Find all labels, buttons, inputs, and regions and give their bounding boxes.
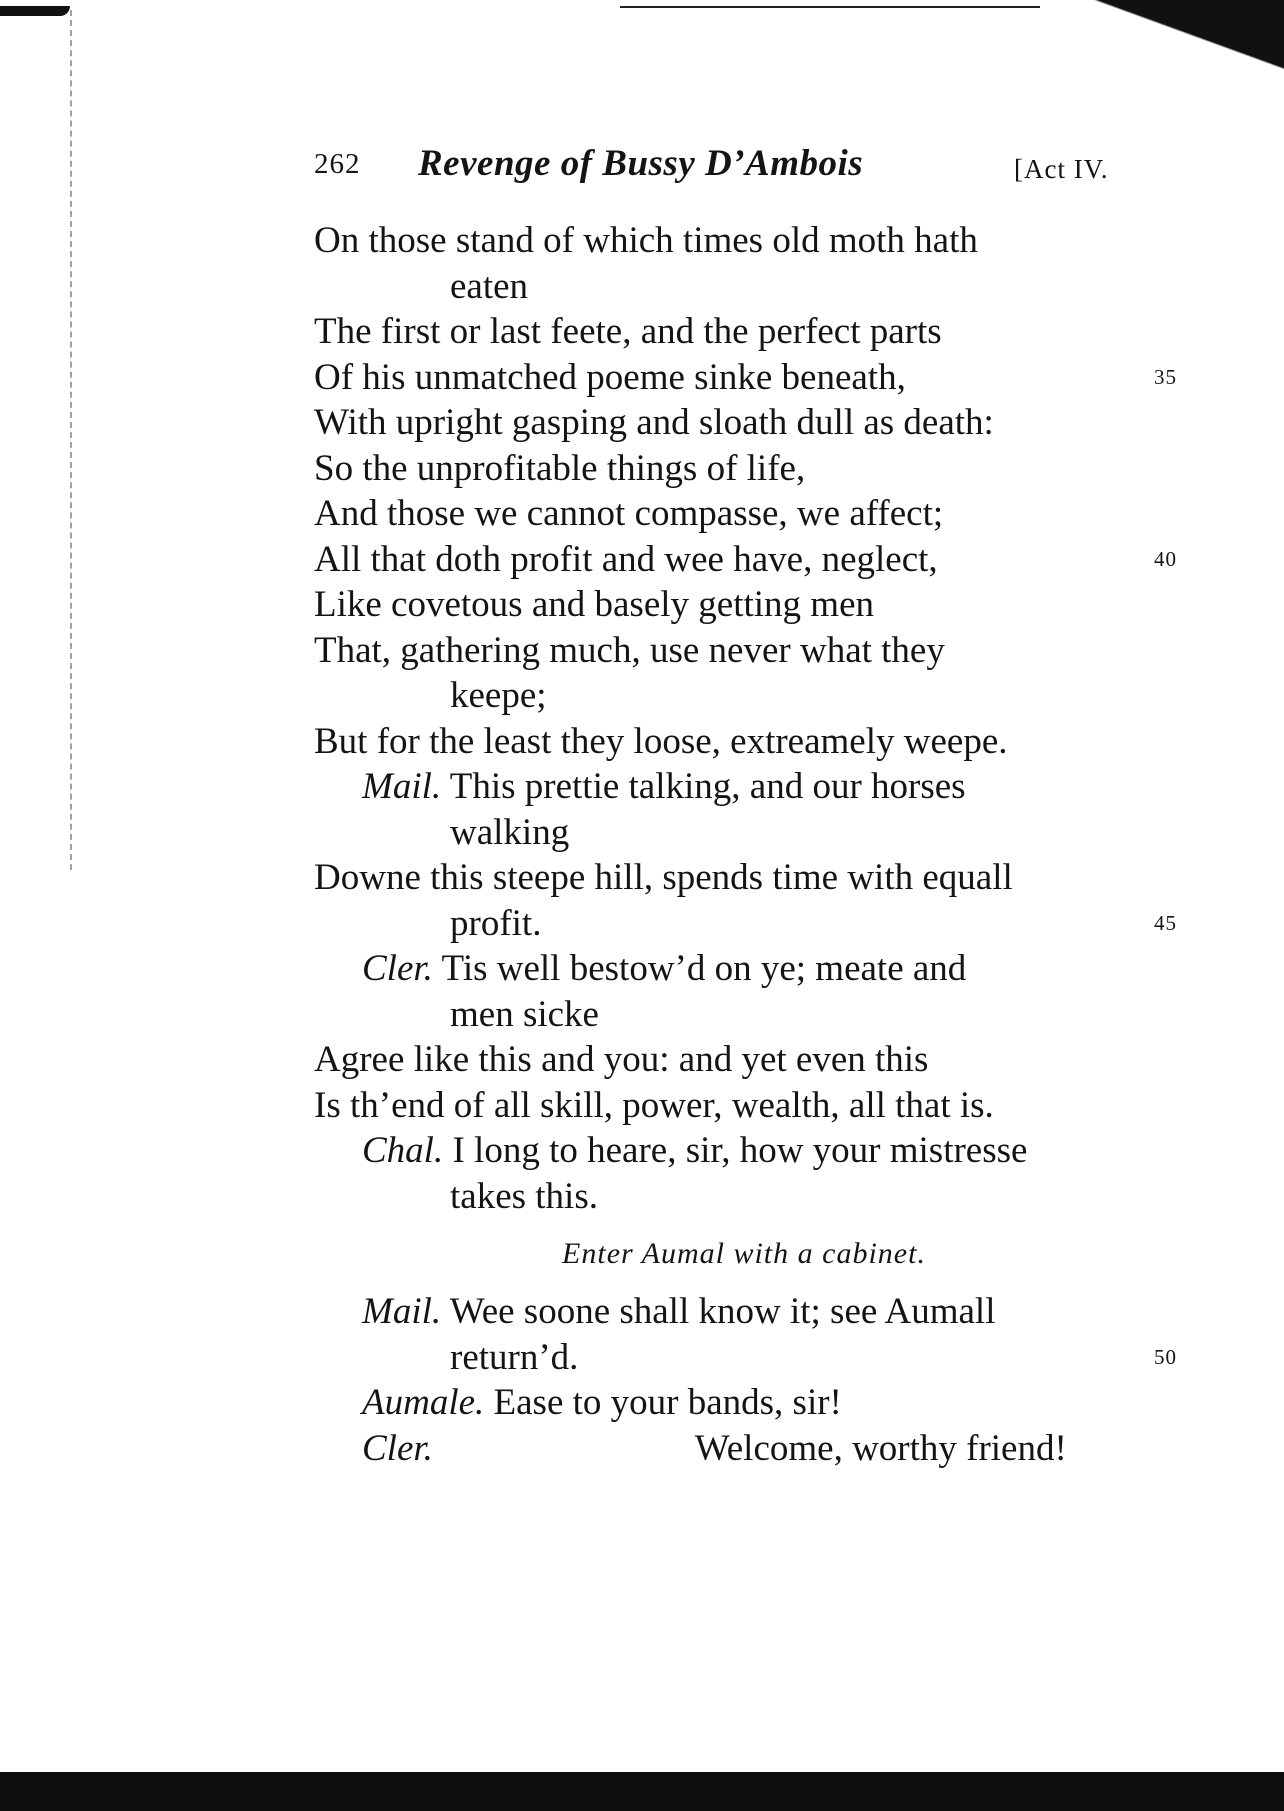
verse-line [314,1083,1144,1129]
speech-line [314,764,1144,810]
verse-text: Tis well bestow’d on ye; meate and [441,948,967,989]
verse-line [314,719,1144,765]
speech-line [314,1380,1144,1426]
verse-text: men sicke [450,993,599,1035]
page-header [314,142,1144,198]
verse-block [314,218,1177,1471]
verse-line [314,355,1177,401]
stage-direction: Enter Aumal with a cabinet. [562,1237,926,1270]
verse-line [314,400,1144,446]
verse-text: keepe; [450,675,547,716]
speaker-name: Aumale. [362,1382,485,1423]
scan-gutter-marks [70,10,75,870]
verse-text: I long to heare, sir, how your mistresse [452,1130,1028,1171]
speech-line [314,946,1144,992]
speaker-name: Chal. [362,1130,444,1171]
verse-text: Ease to your bands, sir! [493,1382,842,1423]
speech-line [314,1289,1144,1335]
verse-text: walking [450,811,570,853]
verse-line-continuation [314,1174,1144,1220]
verse-text: That, gathering much, use never what they [314,629,945,671]
verse-line [314,855,1144,901]
speaker-name: Cler. [362,1427,433,1469]
verse-text: All that doth profit and wee have, neglect, [314,538,938,580]
verse-text: But for the least they loose, extreamely weepe. [314,720,1008,762]
verse-line-continuation [314,1335,1177,1381]
verse-text: Agree like this and you: and yet even this [314,1039,929,1080]
verse-line [314,537,1177,583]
speech-line [314,1426,1144,1472]
verse-line-continuation [314,264,1144,310]
verse-text: On those stand of which times old moth hath [314,220,978,261]
verse-text: The first or last feete, and the perfect parts [314,311,942,352]
line-number: 50 [1154,1344,1177,1369]
verse-text: takes this. [450,1175,598,1217]
page-number: 262 [314,148,361,180]
verse-text: Like covetous and basely getting men [314,584,874,625]
speaker-name: Mail. [362,766,442,807]
verse-text: And those we cannot compasse, we affect; [314,493,944,534]
verse-line [314,1037,1144,1083]
verse-line [314,309,1144,355]
scan-corner-shadow [1000,0,1284,90]
verse-text: Downe this steepe hill, spends time with equall [314,857,1013,898]
speech-line [314,1128,1144,1174]
verse-line-continuation [314,992,1144,1038]
verse-text: profit. [450,902,542,944]
scan-bottom-edge [0,1772,1284,1811]
verse-line [314,218,1144,264]
verse-text: return’d. [450,1336,579,1378]
verse-text: Welcome, worthy friend! [694,1427,1067,1469]
verse-text: Of his unmatched poeme sinke beneath, [314,356,906,398]
verse-line-continuation [314,673,1144,719]
verse-text: eaten [450,265,529,307]
line-number: 40 [1154,546,1177,571]
verse-text: Is th’end of all skill, power, wealth, all that is. [314,1084,994,1126]
verse-line-continuation [314,810,1144,856]
verse-line [314,582,1144,628]
act-label: [Act IV. [1014,154,1109,184]
verse-line [314,446,1144,492]
scan-edge-line [620,6,1040,8]
verse-text: Wee soone shall know it; see Aumall [449,1291,996,1332]
verse-text: This prettie talking, and our horses [449,766,966,807]
line-number: 35 [1154,364,1177,389]
verse-line [314,628,1144,674]
verse-line [314,491,1144,537]
line-number: 45 [1154,910,1177,935]
speaker-name: Cler. [362,948,433,989]
speaker-name: Mail. [362,1291,442,1332]
scan-edge-shadow [0,6,70,16]
verse-text: With upright gasping and sloath dull as death: [314,402,994,443]
running-title: Revenge of Bussy D’Ambois [418,143,864,184]
verse-line-continuation [314,901,1177,947]
verse-text: So the unprofitable things of life, [314,447,806,489]
